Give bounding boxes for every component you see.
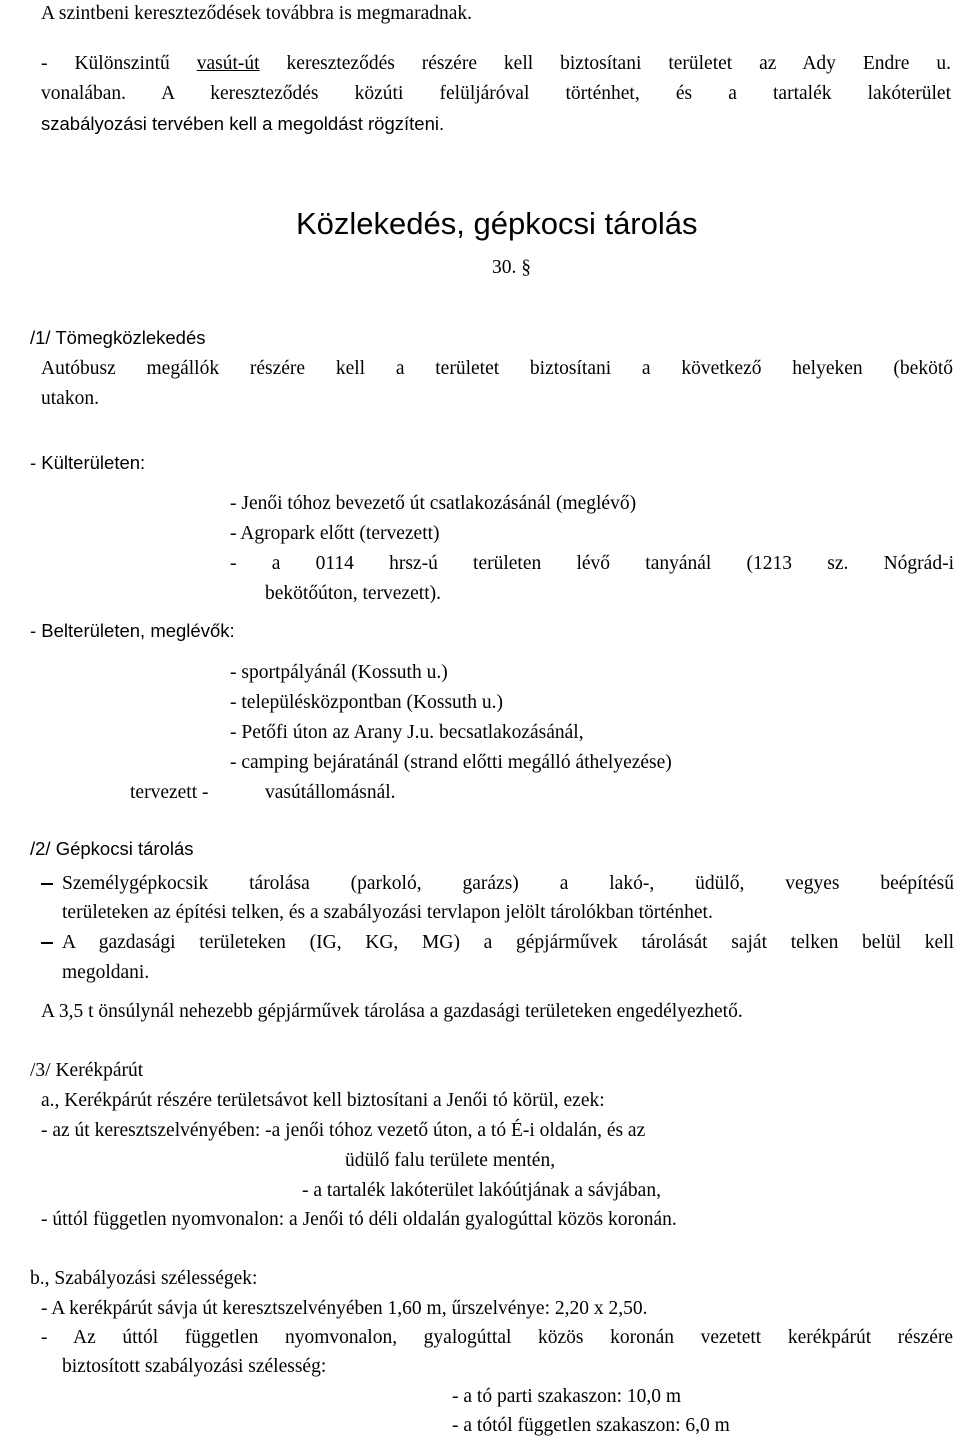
list-item: - településközpontban (Kossuth u.)	[230, 692, 503, 713]
list-item: - az út keresztszelvényében: -a jenői tóhoz vezető úton, a tó É-i oldalán, és az	[41, 1120, 646, 1141]
outside-area-label: - Külterületen:	[30, 452, 146, 473]
subsection-title-3: /3/ Kerékpárút	[30, 1060, 144, 1081]
intro-bullet	[41, 54, 951, 74]
planned-label: tervezett -	[130, 782, 209, 803]
list-item: - a tartalék lakóterület lakóútjának a sávjában,	[302, 1180, 661, 1201]
list-item-continuation: bekötőúton, tervezett).	[265, 583, 441, 604]
subsection-title-1: /1/ Tömegközlekedés	[30, 327, 206, 348]
intro-line: A szintbeni kereszteződések továbbra is megmaradnak.	[41, 3, 473, 24]
list-item-continuation: biztosított szabályozási szélesség:	[62, 1356, 327, 1377]
parking-text: megoldani.	[62, 962, 150, 983]
paragraph-number: 30. §	[492, 257, 531, 278]
heavy-vehicle-note: A 3,5 t önsúlynál nehezebb gépjárművek tárolása a gazdasági területeken engedélyezhető.	[41, 1001, 743, 1022]
section-heading: Közlekedés, gépkocsi tárolás	[296, 206, 698, 241]
list-item: - sportpályánál (Kossuth u.)	[230, 662, 448, 683]
list-item: - Agropark előtt (tervezett)	[230, 523, 440, 544]
parking-text: területeken az építési telken, és a szabályozási tervlapon jelölt tárolókban történhet.	[62, 902, 713, 923]
inside-area-label: - Belterületen, meglévők:	[30, 620, 235, 641]
list-item: - a 0114 hrsz-ú területen lévő tanyánál (1213 sz. Nógrád-i	[230, 553, 954, 574]
list-item: vasútállomásnál.	[265, 782, 396, 803]
bus-stop-text: Autóbusz megállók részére kell a területet biztosítani a következő helyeken (bekötő	[41, 358, 953, 379]
list-item-continuation: üdülő falu területe mentén,	[345, 1150, 556, 1171]
list-item: - Jenői tóhoz bevezető út csatlakozásánál (meglévő)	[230, 493, 637, 514]
parking-text: Személygépkocsik tárolása (parkoló, garázs) a lakó-, üdülő, vegyes beépítésű	[62, 873, 954, 894]
parking-text: A gazdasági területeken (IG, KG, MG) a gépjárművek tárolását saját telken belül kell	[62, 932, 954, 953]
list-item: - a tó parti szakaszon: 10,0 m	[452, 1386, 682, 1407]
list-item: - A kerékpárút sávja út keresztszelvényében 1,60 m, űrszelvénye: 2,20 x 2,50.	[41, 1298, 648, 1319]
intro-line: vonalában. A kereszteződés közúti felüljáróval történhet, és a tartalék lakóterület	[41, 83, 951, 104]
list-item: - Az úttól független nyomvonalon, gyalogúttal közös koronán vezetett kerékpárút részére	[41, 1327, 953, 1348]
dash-bullet	[41, 942, 53, 944]
intro-bullet-prefix: - Különszintű	[41, 53, 170, 74]
bus-stop-text: utakon.	[41, 388, 99, 409]
railway-road-term: vasút-út	[196, 53, 260, 74]
list-item: - úttól független nyomvonalon: a Jenői tó déli oldalán gyalogúttal közös koronán.	[41, 1209, 677, 1230]
intro-line: szabályozási tervében kell a megoldást rögzíteni.	[41, 113, 445, 134]
list-item: - Petőfi úton az Arany J.u. becsatlakozásánál,	[230, 722, 584, 743]
bike-path-b: b., Szabályozási szélességek:	[30, 1268, 258, 1289]
subsection-title-2: /2/ Gépkocsi tárolás	[30, 838, 194, 859]
bike-path-a: a., Kerékpárút részére területsávot kell biztosítani a Jenői tó körül, ezek:	[41, 1090, 605, 1111]
list-item: - camping bejáratánál (strand előtti megálló áthelyezése)	[230, 752, 672, 773]
list-item: - a tótól független szakaszon: 6,0 m	[452, 1415, 730, 1436]
intro-bullet-rest: kereszteződés részére kell biztosítani területet az Ady Endre u.	[286, 53, 952, 74]
dash-bullet	[41, 883, 53, 885]
